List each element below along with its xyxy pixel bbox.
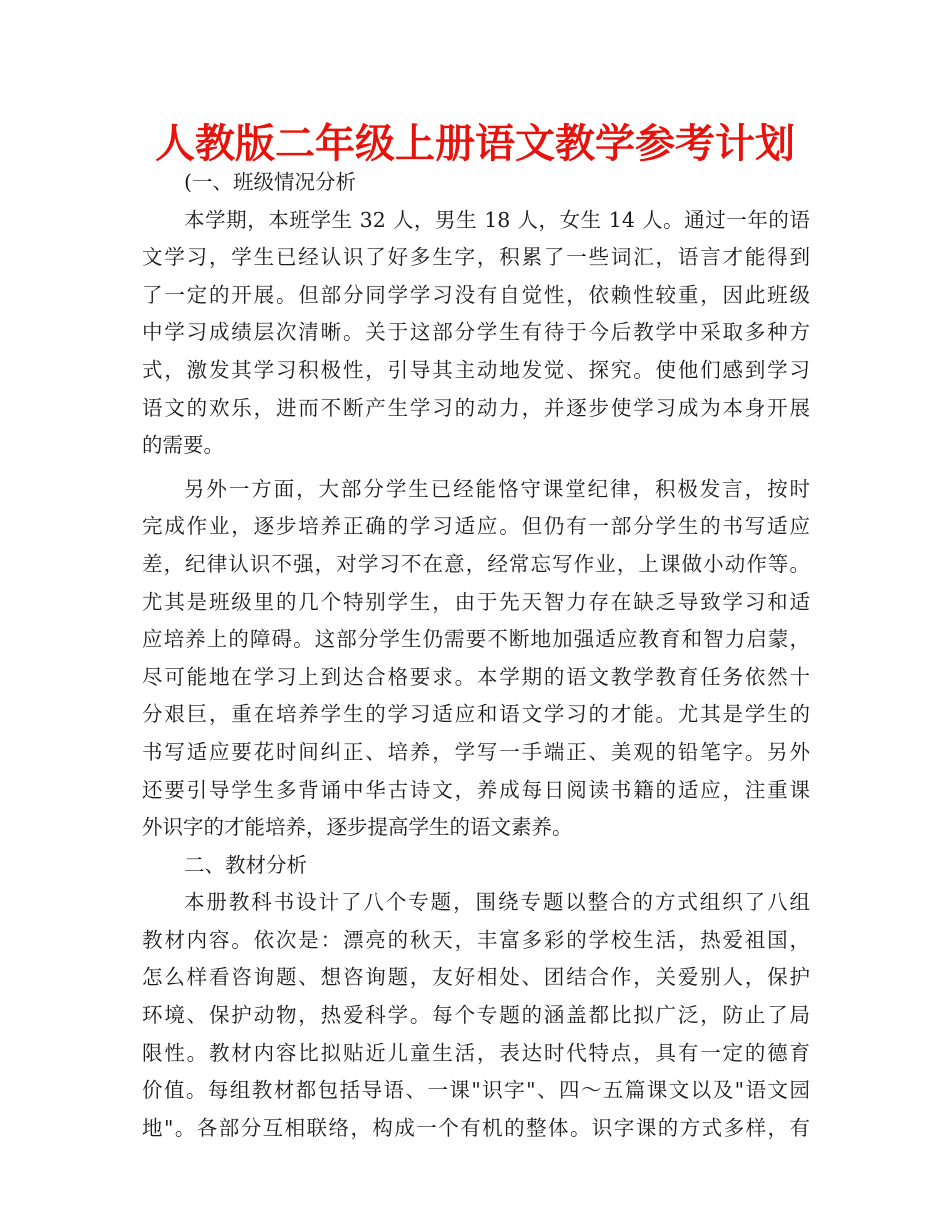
paragraph-line: 地"。各部分互相联络，构成一个有机的整体。识字课的方式多样，有	[142, 1115, 810, 1140]
paragraph-line: 语文的欢乐，进而不断产生学习的动力，并逐步使学习成为本身开展	[142, 395, 810, 420]
paragraph-line: 尤其是班级里的几个特别学生，由于先天智力存在缺乏导致学习和适	[142, 589, 810, 614]
paragraph-line: 环境、保护动物，热爱科学。每个专题的涵盖都比拟广泛，防止了局	[142, 1003, 810, 1028]
paragraph-line: 的需要。	[142, 433, 224, 458]
paragraph-line: 本册教科书设计了八个专题，围绕专题以整合的方式组织了八组	[184, 890, 810, 915]
paragraph-line: 尽可能地在学习上到达合格要求。本学期的语文教学教育任务依然十	[142, 664, 810, 689]
document-title: 人教版二年级上册语文教学参考计划	[155, 121, 795, 167]
paragraph-line: 应培养上的障碍。这部分学生仍需要不断地加强适应教育和智力启蒙，	[142, 627, 810, 652]
paragraph-line: 完成作业，逐步培养正确的学习适应。但仍有一部分学生的书写适应	[142, 514, 810, 539]
paragraph-line: 还要引导学生多背诵中华古诗文，养成每日阅读书籍的适应，注重课	[142, 777, 810, 802]
paragraph-line: 教材内容。依次是：漂亮的秋天，丰富多彩的学校生活，热爱祖国，	[142, 927, 810, 952]
paragraph-line: 本学期，本班学生 32 人，男生 18 人，女生 14 人。通过一年的语	[184, 207, 810, 232]
paragraph-line: 文学习，学生已经认识了好多生字，积累了一些词汇，语言才能得到	[142, 245, 810, 270]
paragraph-line: 价值。每组教材都包括导语、一课"识字"、四～五篇课文以及"语文园	[142, 1078, 810, 1103]
paragraph-line: 差，纪律认识不强，对学习不在意，经常忘写作业，上课做小动作等。	[142, 551, 810, 576]
paragraph-line: 了一定的开展。但部分同学学习没有自觉性，依赖性较重，因此班级	[142, 282, 810, 307]
paragraph-line: 分艰巨，重在培养学生的学习适应和语文学习的才能。尤其是学生的	[142, 702, 810, 727]
paragraph-line: 限性。教材内容比拟贴近儿童生活，表达时代特点，具有一定的德育	[142, 1040, 810, 1065]
section-heading: 二、教材分析	[184, 852, 307, 877]
document-body	[142, 164, 810, 1147]
paragraph-line: 另外一方面，大部分学生已经能恪守课堂纪律，积极发言，按时	[184, 476, 810, 501]
paragraph-line: 式，激发其学习积极性，引导其主动地发觉、探究。使他们感到学习	[142, 357, 810, 382]
paragraph-line: 外识字的才能培养，逐步提高学生的语文素养。	[142, 815, 573, 840]
paragraph-line: 中学习成绩层次清晰。关于这部分学生有待于今后教学中采取多种方	[142, 320, 810, 345]
paragraph-line: 书写适应要花时间纠正、培养，学写一手端正、美观的铅笔字。另外	[142, 739, 810, 764]
section-heading: (一、班级情况分析	[184, 170, 356, 194]
paragraph-line: 怎么样看咨询题、想咨询题，友好相处、团结合作，关爱别人，保护	[142, 965, 810, 990]
